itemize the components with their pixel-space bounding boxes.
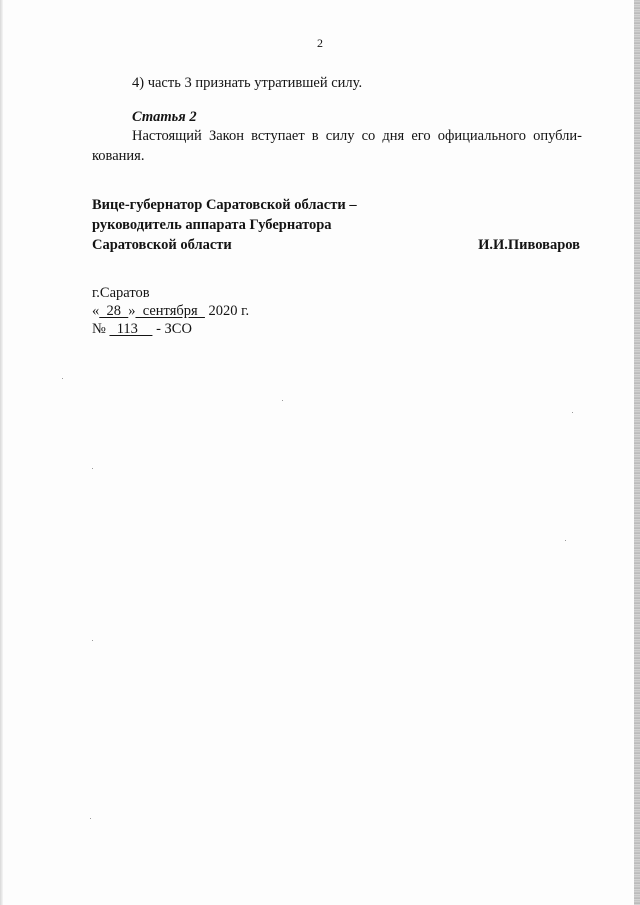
date-open-quote: « — [92, 303, 100, 319]
scan-speck — [90, 818, 91, 819]
number-sign: № — [92, 321, 110, 337]
signatory-line-2: руководитель аппарата Губернатора — [92, 217, 332, 233]
scan-speck — [62, 378, 63, 379]
scan-speck — [92, 468, 93, 469]
scan-speck — [572, 412, 573, 413]
law-item-4: 4) часть 3 признать утратившей силу. — [132, 75, 363, 91]
scan-edge-right — [634, 0, 640, 905]
date-month: сентября — [135, 303, 205, 319]
signing-date — [92, 301, 249, 321]
signing-city: г.Саратов — [92, 285, 150, 301]
page-number: 2 — [317, 36, 323, 50]
signatory-position — [92, 195, 357, 255]
article-heading: Статья 2 — [132, 109, 197, 125]
scan-edge-left — [0, 0, 3, 905]
date-year: 2020 г. — [204, 303, 250, 319]
signatory-line-1: Вице-губернатор Саратовской области – — [92, 197, 357, 213]
scan-speck — [565, 540, 566, 541]
number-suffix: - ЗСО — [152, 321, 192, 337]
date-close-quote: » — [128, 303, 136, 319]
number-value: 113 — [109, 321, 153, 337]
date-day: 28 — [99, 303, 129, 319]
article-text: Настоящий Закон вступает в силу со дня его официального опубликования. — [92, 128, 582, 164]
scan-speck — [282, 400, 283, 401]
signatory-name: И.И.Пивоваров — [478, 237, 580, 253]
signatory-line-3: Саратовской области — [92, 237, 232, 253]
scan-speck — [92, 640, 93, 641]
law-number — [92, 319, 192, 339]
